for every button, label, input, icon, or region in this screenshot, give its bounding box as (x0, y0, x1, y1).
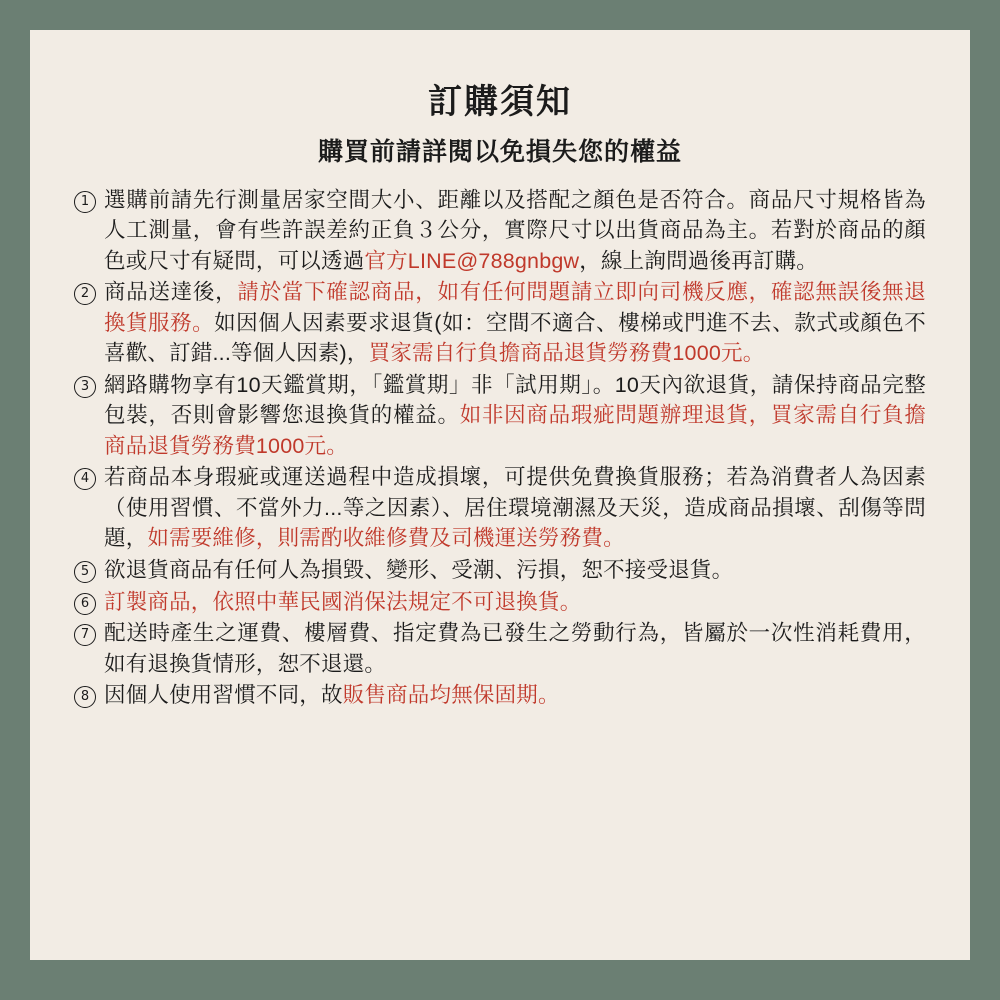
normal-text: 若商品本身瑕疵或運送過程中造成損壞，可提供免費換貨服務；若為消費者人為因素（使用習慣、不當外力...等之因素）、居住環境潮濕及天災，造成商品損壞、刮傷等問題， (104, 465, 926, 551)
highlighted-text: 訂製商品，依照中華民國消保法規定不可退換貨。 (104, 589, 582, 614)
notice-list (74, 185, 926, 712)
list-item-text (104, 185, 926, 277)
list-item-text (104, 680, 926, 711)
page-subtitle: 購買前請詳閱以免損失您的權益 (317, 137, 682, 166)
list-item-text (104, 618, 926, 679)
highlighted-text: 官方LINE@788gnbgw (364, 248, 580, 273)
list-item-text (104, 587, 926, 618)
list-item-number: 8 (74, 686, 96, 708)
list-item-number: 5 (74, 561, 96, 583)
list-item-text (104, 555, 926, 586)
normal-text: 如因個人因素要求退貨(如：空間不適合、樓梯或門進不去、款式或顏色不喜歡、訂錯...等個人因素)， (104, 310, 926, 366)
list-item-number: 1 (74, 191, 96, 213)
list-item (74, 618, 926, 679)
list-item-number: 3 (74, 376, 96, 398)
list-item-text (104, 277, 926, 369)
page-title: 訂購須知 (428, 83, 572, 121)
normal-text: 商品送達後， (104, 280, 238, 305)
highlighted-text: 如非因商品瑕疵問題辦理退貨，買家需自行負擔商品退貨勞務費1000元。 (104, 403, 927, 458)
highlighted-text: 請於當下確認商品，如有任何問題請立即向司機反應，確認無誤後無退換貨服務。 (104, 280, 926, 335)
list-item-number: 4 (74, 468, 96, 490)
normal-text: 配送時產生之運費、樓層費、指定費為已發生之勞動行為，皆屬於一次性消耗費用，如有退換貨情形，恕不退還。 (104, 621, 926, 676)
list-item-text (104, 370, 926, 462)
list-item (74, 277, 926, 369)
normal-text: 因個人使用習慣不同，故 (104, 683, 343, 708)
list-item (74, 462, 926, 554)
highlighted-text: 買家需自行負擔商品退貨勞務費1000元。 (368, 341, 765, 366)
list-item (74, 555, 926, 586)
list-item (74, 587, 926, 618)
list-item (74, 185, 926, 277)
list-item (74, 370, 926, 462)
list-item-number: 2 (74, 283, 96, 305)
highlighted-text: 販售商品均無保固期。 (342, 683, 560, 708)
list-item-text (104, 462, 926, 554)
list-item (74, 680, 926, 711)
notice-card (30, 30, 970, 960)
normal-text: 選購前請先行測量居家空間大小、距離以及搭配之顏色是否符合。商品尺寸規格皆為人工測量，會有些許誤差約正負３公分，實際尺寸以出貨商品為主。若對於商品的顏色或尺寸有疑問，可以透過 (104, 187, 926, 273)
list-item-number: 6 (74, 593, 96, 615)
highlighted-text: 如需要維修，則需酌收維修費及司機運送勞務費。 (147, 526, 625, 551)
normal-text: 網路購物享有10天鑑賞期，「鑑賞期」非「試用期」。10天內欲退貨，請保持商品完整包裝，否則會影響您退換貨的權益。 (104, 372, 926, 428)
normal-text: ，線上詢問過後再訂購。 (579, 248, 818, 273)
list-item-number: 7 (74, 624, 96, 646)
normal-text: 欲退貨商品有任何人為損毀、變形、受潮、污損，恕不接受退貨。 (104, 557, 734, 582)
